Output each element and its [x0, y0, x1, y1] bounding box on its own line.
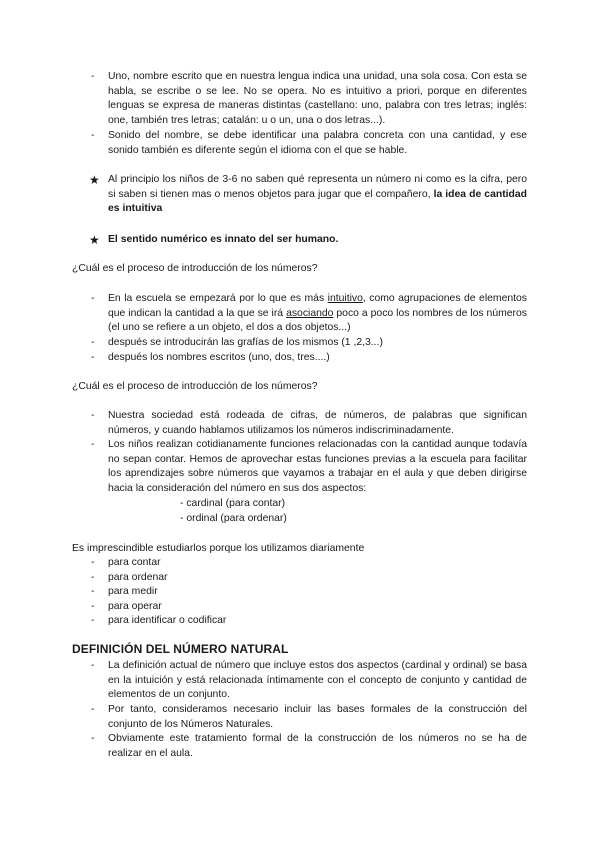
dash-bullet: - [91, 601, 95, 612]
star-bold-text: El sentido numérico es innato del ser humano. [108, 234, 339, 245]
text-part: poco a poco los nombres de los números (el uno se refiere a un objeto, el dos a dos objetos...) [108, 307, 527, 334]
list-item-text: para ordenar [108, 572, 168, 583]
star-icon: ★ [89, 233, 100, 247]
sub-item: - ordinal (para ordenar) [180, 513, 287, 524]
star-item-text [108, 173, 527, 217]
dash-bullet: - [91, 439, 95, 450]
list-item-text: para identificar o codificar [108, 615, 227, 626]
star-text: Al principio los niños de 3-6 no saben qué representa un número ni como es la cifra, pero si saben si tienen mas o menos objetos para jugar que el compañero, [108, 174, 527, 200]
list-item-text: después los nombres escritos (uno, dos, tres....) [108, 352, 330, 363]
dash-bullet: - [91, 71, 95, 82]
sub-item: - cardinal (para contar) [180, 498, 286, 509]
dash-bullet: - [91, 352, 95, 363]
underlined-word: asociando [286, 307, 334, 319]
list-item-text: Obviamente este tratamiento formal de la construcción de los números no se ha de realizar en el aula. [108, 733, 527, 759]
list-item-text: Los niños realizan cotidianamente funciones relacionadas con la cantidad aunque todavía no sepan contar. Hemos de aprovechar estas funciones previas a la escuela para facilitar los aprendizajes sobre números que vayamos a trabajar en el aula y que deben dirigirse hacia la consideración del número en sus dos aspectos: [108, 439, 527, 494]
list-item-text: Sonido del nombre, se debe identificar una palabra concreta con una cantidad, y ese sonido también es diferente según el idioma con el que se hable. [108, 130, 527, 156]
text-part: En la escuela se empezará por lo que es más [108, 293, 325, 304]
dash-bullet: - [91, 130, 95, 141]
list-item-text: La definición actual de número que incluye estos dos aspectos (cardinal y ordinal) se basa en la intuición y está relacionada íntimamente con el concepto de conjunto y cantidad de elementos de un conjunto. [108, 660, 527, 701]
dash-bullet: - [91, 615, 95, 626]
list-item-text: después se introducirán las grafías de los mismos (1 ,2,3...) [108, 337, 383, 348]
list-item-text: Uno, nombre escrito que en nuestra lengua indica una unidad, una sola cosa. Con esta se habla, se escribe o se lee. No se opera. No es intuitivo a priori, porque en diferentes lenguas se expresa de maneras distintas (castellano: uno, palabra con tres letras; inglés: one, también tres letras; catalán: u o un, una o dos letras...). [108, 71, 527, 126]
star-icon: ★ [89, 173, 100, 187]
dash-bullet: - [91, 660, 95, 671]
underlined-word: intuitivo [327, 293, 363, 304]
list-item-text: para operar [108, 601, 162, 612]
dash-bullet: - [91, 704, 95, 715]
section-heading: DEFINICIÓN DEL NÚMERO NATURAL [72, 642, 289, 656]
list-item-text: para contar [108, 557, 161, 568]
star-bold-text: la idea de cantidad es intuitiva [108, 188, 528, 215]
list-item-text: Nuestra sociedad está rodeada de cifras, de números, de palabras que significan números, y cuando hablamos utilizamos los números indiscriminadamente. [108, 410, 527, 436]
dash-bullet: - [91, 557, 95, 568]
section-question: ¿Cuál es el proceso de introducción de los números? [72, 263, 318, 274]
list-item-text: Por tanto, consideramos necesario incluir las bases formales de la construcción del conjunto de los Números Naturales. [108, 704, 527, 730]
list-item-text: para medir [108, 586, 158, 597]
section-intro: Es imprescindible estudiarlos porque los utilizamos diariamente [72, 543, 365, 554]
text-part: , como agrupaciones de elementos que indican la cantidad a la que se irá [108, 293, 527, 319]
dash-bullet: - [91, 733, 95, 744]
dash-bullet: - [91, 572, 95, 583]
dash-bullet: - [91, 410, 95, 421]
dash-bullet: - [91, 586, 95, 597]
dash-bullet: - [91, 337, 95, 348]
dash-bullet: - [91, 293, 95, 304]
list-item-text [108, 292, 527, 336]
section-question: ¿Cuál es el proceso de introducción de los números? [72, 381, 318, 392]
